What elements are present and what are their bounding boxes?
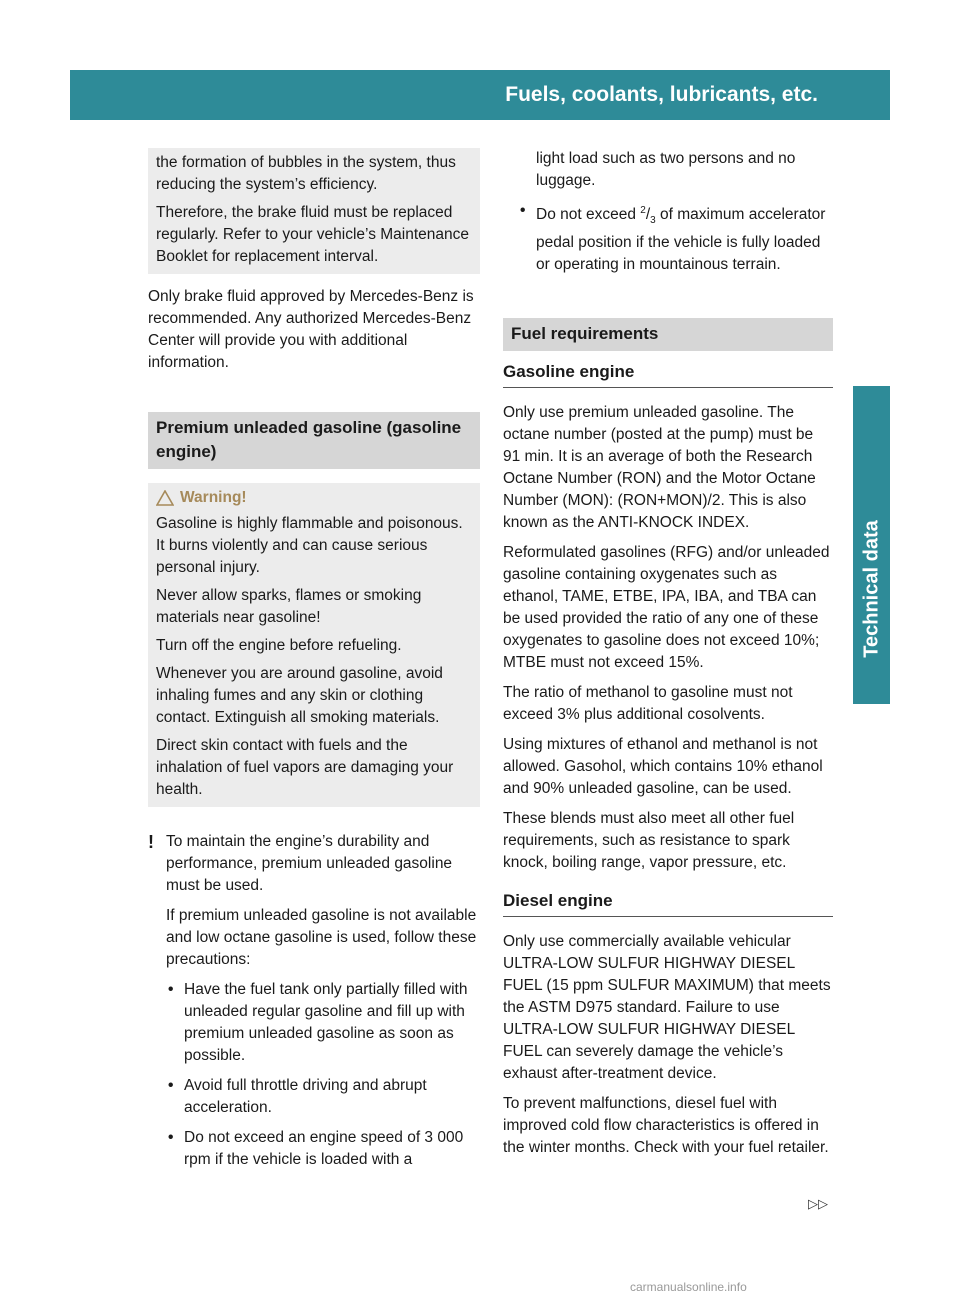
fraction-numerator: 2	[640, 205, 646, 216]
bullet-item	[518, 200, 833, 276]
subheading-diesel: Diesel engine	[503, 890, 833, 917]
bullet-text-after: of maximum accelerator pedal position if the vehicle is fully loaded or operating in mountainous terrain.	[536, 206, 826, 274]
warning-box	[148, 483, 480, 807]
warning-triangle-icon	[156, 490, 174, 506]
fraction-denominator: 3	[650, 215, 656, 227]
warning-line: Direct skin contact with fuels and the inhalation of fuel vapors are damaging your health.	[156, 737, 454, 798]
gasoline-paragraph: Only use premium unleaded gasoline. The octane number (posted at the pump) must be 91 min. It is an average of both the Research Octane Number (RON) and the Motor Octane Number (MON): (RON+MON)/2. This is also known as the ANTI-KNOCK INDEX.	[503, 404, 816, 532]
footer-watermark: carmanualsonline.info	[630, 1280, 747, 1294]
notice-text: To maintain the engine’s durability and performance, premium unleaded gasoline must be used.	[166, 833, 453, 894]
warning-line: Never allow sparks, flames or smoking materials near gasoline!	[156, 587, 422, 626]
gasoline-paragraph: The ratio of methanol to gasoline must not exceed 3% plus additional cosolvents.	[503, 684, 793, 724]
bullet-item	[166, 1127, 480, 1171]
warning-line: Turn off the engine before refueling.	[156, 637, 402, 654]
left-column	[148, 148, 480, 1179]
side-tab-label: Technical data	[860, 520, 882, 658]
bullet-text-before: Do not exceed	[536, 206, 636, 224]
gasoline-paragraph: Reformulated gasolines (RFG) and/or unleaded gasoline containing oxygenates such as ethanol, TAME, ETBE, IPA, IBA, and TBA can be used provided the ratio of any one of these oxygenates to gasoline does not exceed 10%; MTBE must not exceed 15%.	[503, 544, 830, 672]
gasoline-paragraph: These blends must also meet all other fuel requirements, such as resistance to spark knock, boiling range, vapor pressure, etc.	[503, 810, 795, 872]
subheading-gasoline: Gasoline engine	[503, 361, 833, 388]
notice-block	[148, 831, 480, 1171]
gasoline-paragraph: Using mixtures of ethanol and methanol is not allowed. Gasohol, which contains 10% ethanol and 90% unleaded gasoline, can be used.	[503, 736, 823, 798]
diesel-body	[503, 931, 833, 1159]
bullet-icon: •	[168, 981, 174, 998]
diesel-paragraph: To prevent malfunctions, diesel fuel with improved cold flow characteristics is offered in the winter months. Check with your fuel retailer.	[503, 1095, 829, 1157]
bullet-icon: •	[168, 1129, 174, 1146]
bullet-item	[166, 1075, 480, 1119]
exclamation-icon: !	[148, 832, 154, 852]
chapter-title: Fuels, coolants, lubricants, etc.	[505, 83, 818, 106]
bullet-text: Avoid full throttle driving and abrupt acceleration.	[184, 1077, 427, 1116]
page-number: 353	[916, 85, 948, 105]
header-bar	[70, 70, 948, 120]
continued-text: light load such as two persons and no luggage.	[536, 150, 796, 189]
bullet-text: Do not exceed an engine speed of 3 000 rpm if the vehicle is loaded with a	[184, 1129, 464, 1168]
warning-title	[156, 487, 472, 509]
continued-bullet	[503, 148, 833, 192]
info-box	[148, 148, 480, 274]
bullet-text: Have the fuel tank only partially filled with unleaded regular gasoline and fill up with premium unleaded gasoline as soon as possible.	[184, 981, 468, 1064]
section-heading-premium: Premium unleaded gasoline (gasoline engine)	[148, 412, 480, 469]
gasoline-body	[503, 402, 833, 874]
section-heading-fuel: Fuel requirements	[503, 318, 833, 351]
warning-title-text: Warning!	[180, 489, 247, 506]
info-line: the formation of bubbles in the system, thus reducing the system’s efficiency.	[156, 154, 456, 193]
bullet-item	[166, 979, 480, 1067]
warning-line: Whenever you are around gasoline, avoid inhaling fumes and any skin or clothing contact. Extinguish all smoking materials.	[156, 665, 443, 726]
side-tab[interactable]	[853, 474, 890, 704]
brake-fluid-paragraph: Only brake fluid approved by Mercedes-Benz is recommended. Any authorized Mercedes-Benz Center will provide you with additional information.	[148, 288, 474, 371]
bullet-icon: •	[168, 1077, 174, 1094]
warning-line: Gasoline is highly flammable and poisonous. It burns violently and can cause serious personal injury.	[156, 515, 463, 576]
info-line: Therefore, the brake fluid must be replaced regularly. Refer to your vehicle’s Maintenance Booklet for replacement interval.	[156, 204, 470, 265]
continue-arrow-icon: ▷▷	[808, 1196, 828, 1211]
fraction: $^2/_3$	[640, 205, 656, 227]
notice-text: If premium unleaded gasoline is not available and low octane gasoline is used, follow these precautions:	[166, 907, 477, 968]
side-block	[853, 386, 890, 474]
right-column	[503, 148, 833, 1167]
diesel-paragraph: Only use commercially available vehicular ULTRA-LOW SULFUR HIGHWAY DIESEL FUEL (15 ppm SULFUR MAXIMUM) that meets the ASTM D975 standard. Failure to use ULTRA-LOW SULFUR HIGHWAY DIESEL FUEL can severely damage the vehicle’s exhaust after-treatment device.	[503, 933, 831, 1083]
bullet-icon: •	[520, 202, 526, 219]
